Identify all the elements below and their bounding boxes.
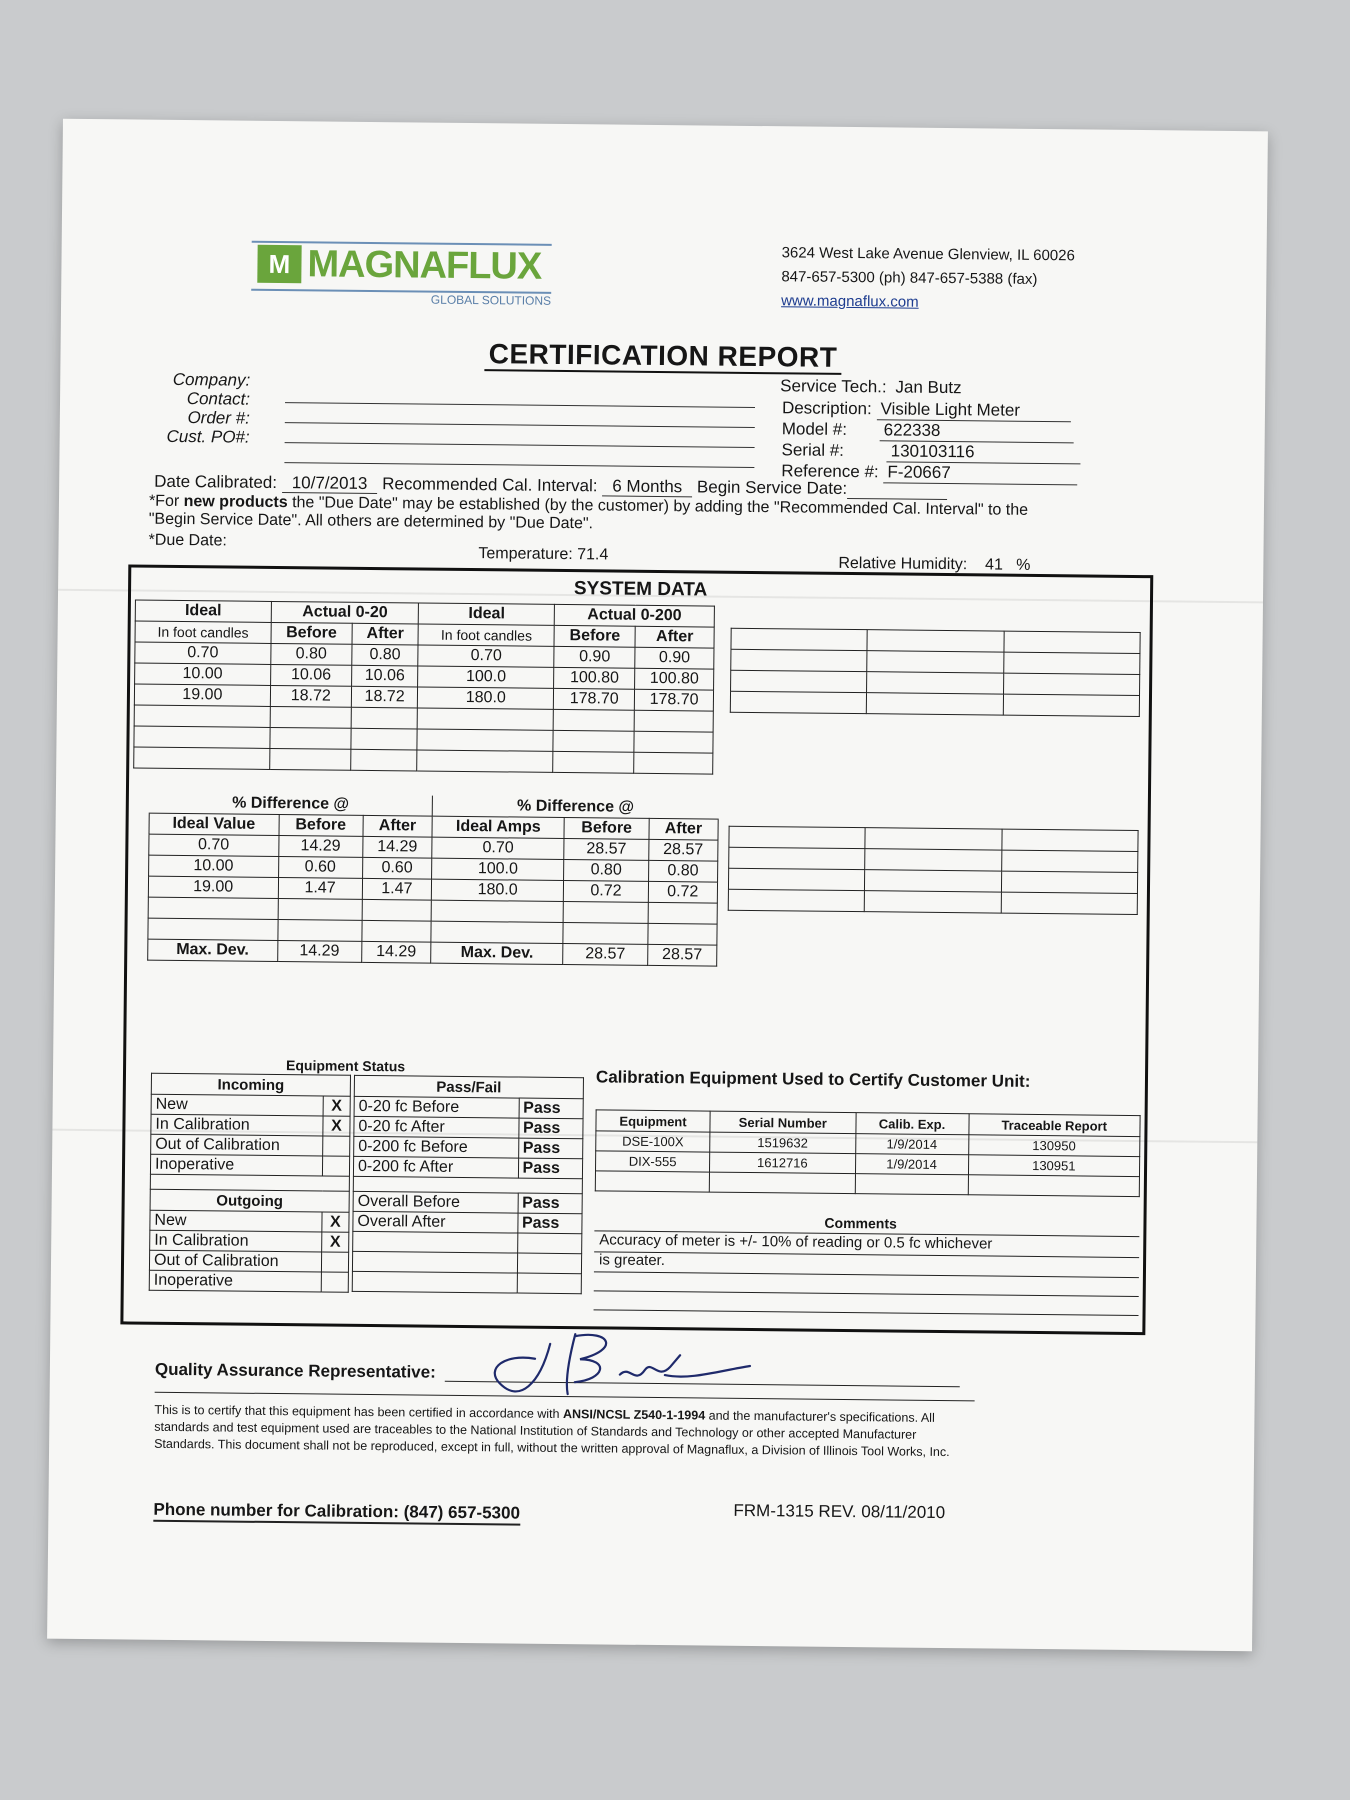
ideal-header: Ideal <box>135 600 271 622</box>
ideal-value-header: Ideal Value <box>149 813 279 835</box>
overall-before: Overall Before <box>353 1191 518 1213</box>
outgoing-out-check <box>321 1252 348 1272</box>
service-tech-row <box>780 376 1085 399</box>
customer-field-lines <box>284 383 755 468</box>
incoming-inop-check <box>322 1156 349 1176</box>
outgoing-inop-check <box>321 1272 348 1292</box>
company-phone-fax: 847-657-5300 (ph) 847-657-5388 (fax) <box>781 268 1038 288</box>
empty-row <box>595 1171 1139 1197</box>
serial-cell: 1519632 <box>710 1132 856 1154</box>
before-cell: 0.90 <box>554 646 635 668</box>
description-row <box>782 398 1071 422</box>
pf-0-20-before: 0-20 fc Before <box>354 1096 519 1118</box>
due-date-note: *For new products the "Due Date" may be established (by the customer) by adding the "Recommended Cal. Interval" to the "Begin Service Date". All others are determined by "Due Date". <box>148 492 1029 533</box>
incoming-in-calibration: In Calibration <box>151 1114 323 1136</box>
after-cell: 10.06 <box>351 665 418 687</box>
form-number: FRM-1315 REV. 08/11/2010 <box>733 1500 946 1523</box>
pf-0-200-before: 0-200 fc Before <box>354 1136 519 1158</box>
before-cell: 0.80 <box>271 643 352 665</box>
service-tech-label: Service Tech.: <box>780 376 887 397</box>
serial-label: Serial #: <box>781 440 845 460</box>
outgoing-new: New <box>150 1210 322 1232</box>
equipment-cell: DIX-555 <box>596 1151 710 1172</box>
date-calibrated-value: 10/7/2013 <box>282 473 378 494</box>
logo-mark-icon: M <box>257 245 301 283</box>
after-cell: 178.70 <box>635 689 714 711</box>
pf-0-20-after-result: Pass <box>518 1118 583 1139</box>
serial-number-header: Serial Number <box>710 1111 856 1134</box>
ideal-header: Ideal <box>419 603 555 625</box>
ideal-cell: 19.00 <box>148 876 278 898</box>
incoming-in-calibration-check: X <box>323 1116 350 1136</box>
before-cell: 100.80 <box>554 667 635 689</box>
temperature-row: Temperature: 71.4 <box>478 545 609 564</box>
comments-header: Comments <box>824 1214 897 1232</box>
ideal-cell: 10.00 <box>135 663 271 685</box>
po-field <box>284 443 754 468</box>
incoming-out-check <box>323 1136 350 1156</box>
before-header: Before <box>271 622 352 644</box>
pf-0-200-after: 0-200 fc After <box>353 1156 518 1178</box>
reference-label: Reference #: <box>781 461 879 482</box>
comment-line-1: Accuracy of meter is +/- 10% of reading or 0.5 fc whichever <box>599 1231 993 1253</box>
after-header: After <box>363 815 432 837</box>
before-cell: 0.60 <box>278 857 362 879</box>
po-label: Cust. PO#: <box>166 426 250 447</box>
max-dev-before: 28.57 <box>563 944 647 966</box>
before-cell: 14.29 <box>278 836 362 858</box>
equipment-status-title: Equipment Status <box>286 1057 406 1075</box>
overall-after: Overall After <box>353 1211 518 1233</box>
handwritten-signature <box>479 1323 760 1416</box>
pf-0-20-before-result: Pass <box>519 1098 584 1119</box>
before-header: Before <box>278 815 362 837</box>
outgoing-in-calibration: In Calibration <box>150 1230 322 1252</box>
percent-difference-title: % Difference @ <box>149 793 432 816</box>
ideal-cell: 19.00 <box>134 684 270 706</box>
begin-service-field <box>847 479 947 500</box>
report-title: CERTIFICATION REPORT <box>60 334 1265 379</box>
before-cell: 10.06 <box>270 664 351 686</box>
max-dev-before: 14.29 <box>277 941 361 963</box>
traceable-report-header: Traceable Report <box>968 1114 1140 1137</box>
in-fc-label: In foot candles <box>135 621 271 643</box>
pf-0-200-after-result: Pass <box>518 1158 583 1179</box>
serial-cell: 1612716 <box>710 1152 856 1174</box>
model-label: Model #: <box>781 419 848 439</box>
company-website-link[interactable]: www.magnaflux.com <box>781 292 919 311</box>
after-header: After <box>649 818 719 840</box>
ideal-cell: 0.70 <box>432 837 565 859</box>
after-header: After <box>635 626 714 648</box>
after-cell: 0.80 <box>648 860 718 882</box>
equipment-header: Equipment <box>596 1110 710 1132</box>
humidity-row: Relative Humidity: 41 % <box>838 554 1031 574</box>
interval-label: Recommended Cal. Interval: <box>382 474 598 496</box>
ideal-cell: 180.0 <box>431 879 564 901</box>
after-cell: 18.72 <box>351 686 418 708</box>
date-calibrated-label: Date Calibrated: <box>154 471 278 492</box>
certificate-paper <box>47 119 1268 1652</box>
pf-0-20-after: 0-20 fc After <box>354 1116 519 1138</box>
pf-0-200-before-result: Pass <box>518 1138 583 1159</box>
after-cell: 100.80 <box>635 668 714 690</box>
service-tech-value: Jan Butz <box>895 377 962 398</box>
company-address-block <box>781 241 1075 316</box>
after-cell: 28.57 <box>648 839 718 861</box>
before-cell: 0.72 <box>564 881 648 903</box>
begin-service-label: Begin Service Date: <box>696 477 848 498</box>
system-data-grid <box>120 564 1153 1335</box>
outgoing-inoperative: Inoperative <box>149 1270 321 1292</box>
pass-fail-table <box>352 1075 584 1294</box>
order-label: Order #: <box>187 408 250 428</box>
traceable-cell: 130950 <box>968 1135 1140 1157</box>
pass-fail-header: Pass/Fail <box>354 1075 583 1098</box>
before-cell: 0.80 <box>564 860 648 882</box>
contact-label: Contact: <box>186 389 251 409</box>
incoming-out-of-calibration: Out of Calibration <box>151 1134 323 1156</box>
ideal-cell: 0.70 <box>418 645 554 667</box>
interval-value: 6 Months <box>602 476 692 497</box>
before-cell: 28.57 <box>564 839 648 861</box>
after-cell: 0.90 <box>635 647 714 669</box>
before-header: Before <box>564 818 648 840</box>
actual-0-200-header: Actual 0-200 <box>555 604 715 627</box>
calibration-equipment-table <box>595 1109 1141 1197</box>
incoming-header: Incoming <box>151 1073 350 1096</box>
before-header: Before <box>554 625 635 647</box>
percent-difference-title: % Difference @ <box>432 796 718 819</box>
system-data-empty-columns <box>730 628 1141 717</box>
calibration-equipment-title: Calibration Equipment Used to Certify Customer Unit: <box>595 1067 1031 1091</box>
difference-empty-columns <box>728 826 1139 915</box>
comment-line-2: is greater. <box>598 1251 666 1270</box>
overall-before-result: Pass <box>518 1193 583 1214</box>
serial-value: 130103116 <box>887 441 1081 464</box>
calib-exp-cell: 1/9/2014 <box>855 1154 968 1175</box>
model-row <box>782 419 1074 443</box>
before-cell: 178.70 <box>554 688 635 710</box>
max-dev-label: Max. Dev. <box>431 942 564 964</box>
max-dev-label: Max. Dev. <box>148 939 278 961</box>
magnaflux-logo <box>251 241 552 314</box>
percent-difference-table <box>147 793 719 967</box>
after-header: After <box>352 623 419 645</box>
in-fc-label: In foot candles <box>418 624 554 646</box>
calib-exp-header: Calib. Exp. <box>855 1113 968 1135</box>
company-label: Company: <box>172 369 251 390</box>
after-cell: 0.80 <box>352 644 419 666</box>
ideal-amps-header: Ideal Amps <box>432 816 565 838</box>
reference-value: F-20667 <box>883 462 1077 485</box>
logo-subtitle: GLOBAL SOLUTIONS <box>430 292 552 308</box>
due-date-label: *Due Date: <box>148 531 227 550</box>
before-cell: 18.72 <box>270 685 351 707</box>
after-cell: 0.72 <box>648 881 718 903</box>
max-dev-after: 28.57 <box>647 944 717 966</box>
company-address: 3624 West Lake Avenue Glenview, IL 60026 <box>781 244 1075 265</box>
temperature-value: 71.4 <box>577 546 609 564</box>
description-label: Description: <box>781 398 872 419</box>
overall-after-result: Pass <box>517 1213 582 1234</box>
system-data-table <box>133 600 715 775</box>
after-cell: 0.60 <box>362 857 431 879</box>
calib-exp-cell: 1/9/2014 <box>855 1134 968 1155</box>
outgoing-out-of-calibration: Out of Calibration <box>149 1250 321 1272</box>
description-value: Visible Light Meter <box>876 399 1070 422</box>
ideal-cell: 180.0 <box>418 687 554 709</box>
after-cell: 1.47 <box>362 878 431 900</box>
after-cell: 14.29 <box>363 836 432 858</box>
calibration-phone: Phone number for Calibration: (847) 657-5300 <box>153 1500 520 1526</box>
actual-0-20-header: Actual 0-20 <box>271 601 419 624</box>
incoming-new: New <box>151 1094 323 1116</box>
incoming-inoperative: Inoperative <box>150 1154 322 1176</box>
ideal-cell: 0.70 <box>149 834 279 856</box>
before-cell: 1.47 <box>278 878 362 900</box>
certification-statement: This is to certify that this equipment has been certified in accordance with ANSI/NCSL Z540-1-1994 and the manufacturer's specifications. All standards and test equipment used are traceables to the National Institution of Standards and Technology or other accepted Manufacturer Standards. This document shall not be reproduced, except in full, without the written approval of Magnaflux, a Division of Illinois Tool Works, Inc. <box>154 1402 950 1460</box>
ideal-cell: 100.0 <box>432 858 565 880</box>
humidity-value: 41 <box>984 556 1003 574</box>
traceable-cell: 130951 <box>968 1155 1140 1177</box>
incoming-status-table <box>149 1073 351 1293</box>
outgoing-in-calibration-check: X <box>322 1232 349 1252</box>
max-dev-after: 14.29 <box>361 941 430 963</box>
ideal-cell: 10.00 <box>149 855 279 877</box>
outgoing-new-check: X <box>322 1212 349 1232</box>
model-value: 622338 <box>880 420 1074 443</box>
equipment-cell: DSE-100X <box>596 1131 710 1152</box>
system-data-title: SYSTEM DATA <box>573 578 708 601</box>
ideal-cell: 100.0 <box>418 666 554 688</box>
logo-name: MAGNAFLUX <box>307 243 542 288</box>
humidity-unit: % <box>1016 556 1031 574</box>
outgoing-header: Outgoing <box>150 1189 349 1212</box>
incoming-new-check: X <box>323 1096 350 1116</box>
customer-field-labels <box>160 370 251 447</box>
qa-representative-label: Quality Assurance Representative: <box>154 1359 436 1382</box>
ideal-cell: 0.70 <box>135 642 271 664</box>
